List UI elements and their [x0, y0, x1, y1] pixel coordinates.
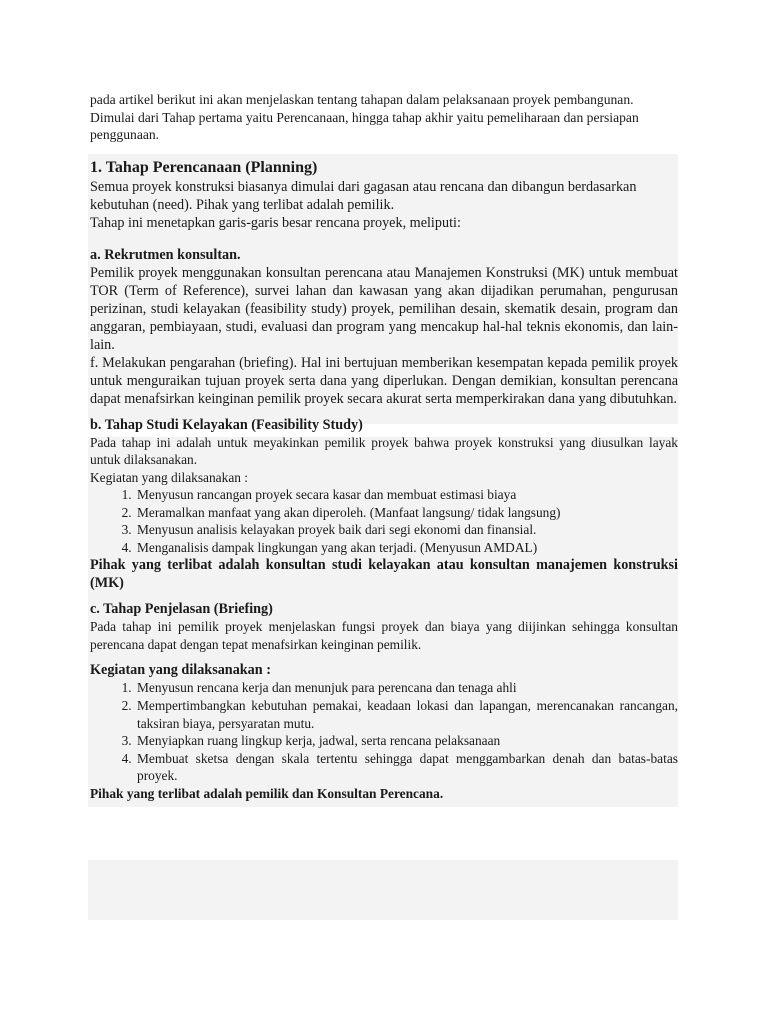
sub-b-paragraph-2: Kegiatan yang dilaksanakan : [90, 469, 249, 485]
sub-c-paragraph-1: Pada tahap ini pemilik proyek menjelaskan fungsi proyek dan biaya yang diijinkan sehingga konsultan perencana dapat dengan tepat menafsirkan keinginan pemilik. [90, 619, 678, 652]
list-item: 4. Membuat sketsa dengan skala tertentu sehingga dapat menggambarkan denah dan batas-batas proyek. [135, 750, 678, 785]
list-item: 4. Menganalisis dampak lingkungan yang akan terjadi. (Menyusun AMDAL) [135, 539, 678, 557]
document-content [90, 91, 678, 802]
section1-paragraph-2: Tahap ini menetapkan garis-garis besar rencana proyek, meliputi: [90, 214, 461, 231]
sub-c-title: c. Tahap Penjelasan (Briefing) [90, 601, 273, 618]
list-item: 1. Menyusun rancangan proyek secara kasar dan membuat estimasi biaya [135, 486, 678, 504]
list-item: 2. Meramalkan manfaat yang akan diperoleh. (Manfaat langsung/ tidak langsung) [135, 504, 678, 522]
sub-b-title: b. Tahap Studi Kelayakan (Feasibility Study) [90, 416, 363, 433]
shaded-band-footer [88, 860, 678, 920]
list-item: 2. Mempertimbangkan kebutuhan pemakai, keadaan lokasi dan lapangan, merencanakan rancangan, taksiran biaya, persyaratan mutu. [135, 697, 678, 732]
sub-c-activities-title: Kegiatan yang dilaksanakan : [90, 662, 271, 679]
sub-b-activity-list [90, 486, 678, 556]
sub-b-closing: Pihak yang terlibat adalah konsultan studi kelayakan atau konsultan manajemen konstruksi (MK) [90, 557, 678, 592]
list-item: 1. Menyusun rencana kerja dan menunjuk para perencana dan tenaga ahli [135, 679, 678, 697]
sub-b-paragraph-1: Pada tahap ini adalah untuk meyakinkan pemilik proyek bahwa proyek konstruksi yang diusulkan layak untuk dilaksanakan. [90, 434, 678, 467]
sub-c-activity-list [90, 679, 678, 785]
section1-title: 1. Tahap Perencanaan (Planning) [90, 158, 318, 176]
list-item: 3. Menyusun analisis kelayakan proyek baik dari segi ekonomi dan finansial. [135, 521, 678, 539]
list-item: 3. Menyiapkan ruang lingkup kerja, jadwal, serta rencana pelaksanaan [135, 732, 678, 750]
sub-c-closing: Pihak yang terlibat adalah pemilik dan Konsultan Perencana. [90, 785, 444, 801]
intro-paragraph: pada artikel berikut ini akan menjelaskan tentang tahapan dalam pelaksanaan proyek pembangunan. Dimulai dari Tahap pertama yaitu Perencanaan, hingga tahap akhir yaitu pemeliharaan dan persiapan penggunaan. [90, 92, 639, 142]
sub-a-title: a. Rekrutmen konsultan. [90, 246, 241, 263]
sub-a-paragraph-1: Pemilik proyek menggunakan konsultan perencana atau Manajemen Konstruksi (MK) untuk membuat TOR (Term of Reference), survei lahan dan kawasan yang akan dijadikan perumahan, pengurusan perizinan, studi kelayakan (feasibility study) proyek, pemilihan desain, skematik desain, program dan anggaran, pembiayaan, studi, evaluasi dan program yang mencakup hal-hal teknis ekonomis, dan lain-lain. [90, 264, 678, 353]
sub-a-paragraph-2: f. Melakukan pengarahan (briefing). Hal ini bertujuan memberikan kesempatan kepada pemilik proyek untuk menguraikan tujuan proyek serta dana yang diperlukan. Dengan demikian, konsultan perencana dapat menafsirkan keinginan pemilik proyek secara akurat serta memperkirakan dana yang dibutuhkan. [90, 354, 678, 407]
section1-paragraph-1: Semua proyek konstruksi biasanya dimulai dari gagasan atau rencana dan dibangun berdasarkan kebutuhan (need). Pihak yang terlibat adalah pemilik. [90, 178, 637, 213]
